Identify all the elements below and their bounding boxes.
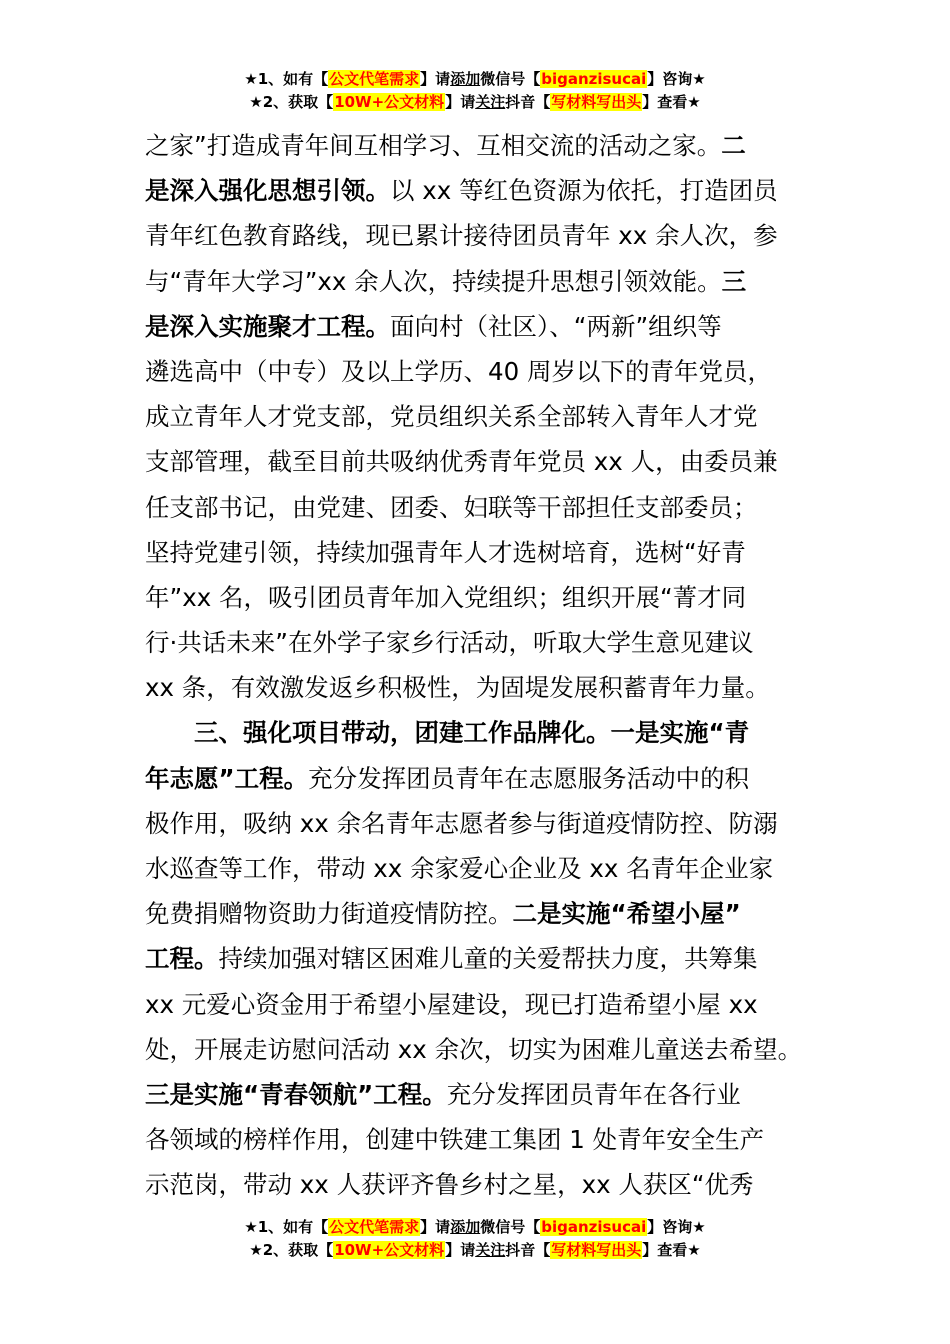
- banner-text: ★2、获取【: [249, 1241, 334, 1259]
- text-line: [145, 1072, 815, 1117]
- text-run: 充分发挥团员青年在各行业: [446, 1079, 741, 1109]
- text-line: 各领域的榜样作用，创建中铁建工集团 1 处青年安全生产: [145, 1125, 765, 1155]
- banner-highlight: 公文代笔需求: [329, 1218, 420, 1236]
- banner-underline: 关注: [475, 93, 506, 111]
- text-line: 成立青年人才党支部，党员组织关系全部转入青年人才党: [145, 402, 758, 432]
- banner-highlight: 10W+公文材料: [334, 1241, 445, 1259]
- text-line: [145, 123, 815, 168]
- bold-run: 是深入实施聚才工程。: [145, 311, 390, 341]
- text-run: 与“青年大学习”xx 余人次，持续提升思想引领效能。: [145, 266, 722, 296]
- text-line: 水巡查等工作，带动 xx 余家爱心企业及 xx 名青年企业家: [145, 854, 774, 883]
- bold-run: 是深入强化思想引领。: [145, 176, 390, 206]
- text-run: 以 xx 等红色资源为依托，打造团员: [390, 176, 778, 206]
- banner-text: 抖音【: [505, 93, 551, 111]
- text-run: 之家”打造成青年间互相学习、互相交流的活动之家。: [145, 131, 722, 160]
- banner-highlight: 写材料写出头: [551, 93, 642, 111]
- text-run: 免费捐赠物资助力街道疫情防控。: [145, 899, 513, 929]
- text-line: 示范岗，带动 xx 人获评齐鲁乡村之星，xx 人获区“优秀: [145, 1170, 754, 1200]
- section-heading: 三、强化项目带动，团建工作品牌化。一是实施“青: [194, 718, 750, 748]
- banner-line-1: [0, 68, 950, 91]
- banner-text: 微信号【: [480, 70, 541, 88]
- document-body: [145, 123, 815, 1208]
- text-run: 面向村（社区）、“两新”组织等: [390, 311, 722, 341]
- footer-banner: [0, 1216, 950, 1262]
- banner-underline: 添加: [450, 1218, 481, 1236]
- text-line: 极作用，吸纳 xx 余名青年志愿者参与街道疫情防控、防溺: [145, 808, 778, 838]
- text-run: 充分发挥团员青年在志愿服务活动中的积: [308, 763, 750, 793]
- banner-highlight: biganzisucai: [541, 1218, 647, 1236]
- bold-run: 三: [721, 266, 747, 296]
- text-line: 支部管理，截至目前共吸纳优秀青年党员 xx 人，由委员兼: [145, 447, 778, 477]
- text-line: [145, 756, 815, 801]
- text-line: 坚持党建引领，持续加强青年人才选树培育，选树“好青: [145, 537, 746, 567]
- text-line: [145, 259, 815, 304]
- banner-highlight: 写材料写出头: [551, 1241, 642, 1259]
- banner-highlight: 10W+公文材料: [334, 93, 445, 111]
- text-run: 持续加强对辖区困难儿童的关爱帮扶力度，共筹集: [218, 944, 758, 974]
- text-line: 年”xx 名，吸引团员青年加入党组织；组织开展“菁才同: [145, 582, 747, 612]
- text-line: [145, 891, 815, 936]
- text-line: xx 条，有效激发返乡积极性，为固堤发展积蓄青年力量。: [145, 673, 770, 703]
- banner-text: 】请: [420, 70, 451, 88]
- banner-highlight: 公文代笔需求: [329, 70, 420, 88]
- header-banner: [0, 68, 950, 114]
- banner-underline: 添加: [450, 70, 481, 88]
- banner-text: 】请: [420, 1218, 451, 1236]
- banner-text: 微信号【: [480, 1218, 541, 1236]
- text-line: 行·共话未来”在外学子家乡行活动，听取大学生意见建议: [145, 628, 754, 658]
- banner-text: 】请: [445, 1241, 476, 1259]
- bold-run: 二是实施“希望小屋”: [512, 899, 741, 929]
- text-line: [145, 168, 815, 213]
- bold-run: 二: [721, 131, 746, 160]
- banner-text: 】查看★: [642, 1241, 701, 1259]
- banner-line-2: [0, 91, 950, 114]
- banner-text: 】咨询★: [647, 70, 706, 88]
- text-line: 任支部书记，由党建、团委、妇联等干部担任支部委员；: [145, 492, 758, 522]
- text-line: 遴选高中（中专）及以上学历、40 周岁以下的青年党员，: [145, 356, 772, 386]
- banner-text: 抖音【: [505, 1241, 551, 1259]
- banner-line-1: [0, 1216, 950, 1239]
- text-line: xx 元爱心资金用于希望小屋建设，现已打造希望小屋 xx: [145, 989, 758, 1019]
- banner-underline: 关注: [475, 1241, 506, 1259]
- banner-text: ★1、如有【: [244, 70, 329, 88]
- text-line: [145, 936, 815, 981]
- banner-text: 】请: [445, 93, 476, 111]
- banner-text: ★2、获取【: [249, 93, 334, 111]
- banner-line-2: [0, 1239, 950, 1262]
- banner-text: 】查看★: [642, 93, 701, 111]
- text-line: [145, 304, 815, 349]
- banner-highlight: biganzisucai: [541, 70, 647, 88]
- bold-run: 工程。: [145, 944, 219, 974]
- text-line: 青年红色教育路线，现已累计接待团员青年 xx 余人次，参: [145, 221, 778, 251]
- banner-text: ★1、如有【: [244, 1218, 329, 1236]
- text-line: 处，开展走访慰问活动 xx 余次，切实为困难儿童送去希望。: [145, 1034, 803, 1064]
- banner-text: 】咨询★: [647, 1218, 706, 1236]
- bold-run: 三是实施“青春领航”工程。: [145, 1079, 447, 1109]
- bold-run: 年志愿”工程。: [145, 763, 309, 793]
